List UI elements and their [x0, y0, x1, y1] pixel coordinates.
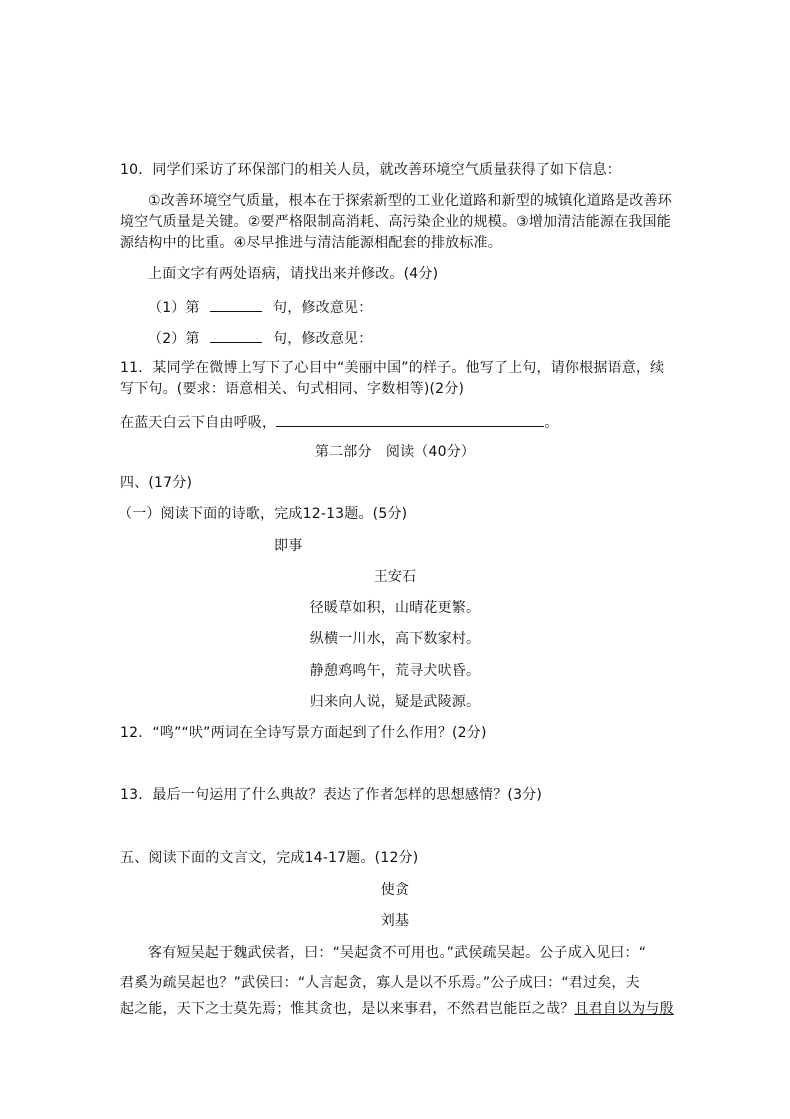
section5-heading: 五、阅读下面的文言文，完成14-17题。(12分) [120, 850, 419, 866]
prose-title: 使贪 [380, 882, 410, 898]
q10-paragraph-line-1: ①改善环境空气质量，根本在于探索新型的工业化道路和新型的城镇化道路是改善环 [148, 193, 672, 209]
q10-item-1-suffix: 句，修改意见： [273, 300, 373, 316]
q10-paragraph-line-3: 源结构中的比重。④尽早推进与清洁能源相配套的排放标准。 [120, 235, 502, 251]
q11-end-mark: 。 [544, 415, 559, 431]
q11-line-1: 11．某同学在微博上写下了心目中“美丽中国”的样子。他写了上句，请你根据语意，续 [120, 360, 665, 376]
q10-item-2 [148, 327, 372, 349]
poem-author: 王安石 [373, 569, 417, 585]
section4-heading: 四、(17分) [120, 475, 193, 491]
q10-item-2-suffix: 句，修改意见： [273, 331, 373, 347]
q10-instruction: 上面文字有两处语病，请找出来并修改。(4分) [148, 266, 439, 282]
prose-line-3-underlined: 且君自以为与殷 [574, 1001, 674, 1017]
q11-given-clause: 在蓝天白云下自由呼吸， [120, 415, 277, 431]
q11-line-2: 写下句。(要求：语意相关、句式相同、字数相等)(2分) [120, 381, 465, 397]
q10-item-2-prefix: （2）第 [148, 331, 200, 347]
prose-line-3 [120, 999, 674, 1019]
q10-stem: 10．同学们采访了环保部门的相关人员，就改善环境空气质量获得了如下信息： [120, 162, 622, 178]
prose-line-2: 君奚为疏吴起也？”武侯曰：“人言起贪，寡人是以不乐焉。”公子成曰：“君过矣，夫 [120, 975, 640, 991]
q12: 12．“鸣”“吠”两词在全诗写景方面起到了什么作用？(2分) [120, 725, 487, 741]
part2-title: 第二部分 阅读（40分） [314, 444, 476, 460]
q11-answer-blank[interactable] [276, 411, 544, 427]
q10-paragraph-line-2: 境空气质量是关键。②要严格限制高消耗、高污染企业的规模。③增加清洁能源在我国能 [120, 214, 671, 230]
poem-title: 即事 [274, 538, 303, 554]
prose-author: 刘基 [380, 913, 410, 929]
section4-subheading: （一）阅读下面的诗歌，完成12-13题。(5分) [118, 506, 408, 522]
q10-item-1 [148, 296, 372, 318]
q10-item-1-sentence-blank[interactable] [210, 296, 262, 312]
prose-line-3-text: 起之能，天下之士莫先焉；惟其贪也，是以来事君，不然君岂能臣之哉？ [120, 1001, 575, 1017]
q13: 13．最后一句运用了什么典故？表达了作者怎样的思想感情？(3分) [120, 787, 543, 803]
q10-item-1-prefix: （1）第 [148, 300, 200, 316]
prose-line-1: 客有短吴起于魏武侯者，曰：“吴起贪不可用也。”武侯疏吴起。公子成入见曰：“ [148, 945, 647, 961]
q11-answer-line [120, 411, 558, 433]
poem-line-1: 径暖草如积，山晴花更繁。 [309, 600, 481, 616]
poem-line-4: 归来向人说，疑是武陵源。 [309, 694, 481, 710]
poem-line-3: 静憩鸡鸣午，荒寻犬吠昏。 [309, 663, 481, 679]
poem-line-2: 纵横一川水，高下数家村。 [309, 631, 481, 647]
q10-item-2-sentence-blank[interactable] [210, 327, 262, 343]
